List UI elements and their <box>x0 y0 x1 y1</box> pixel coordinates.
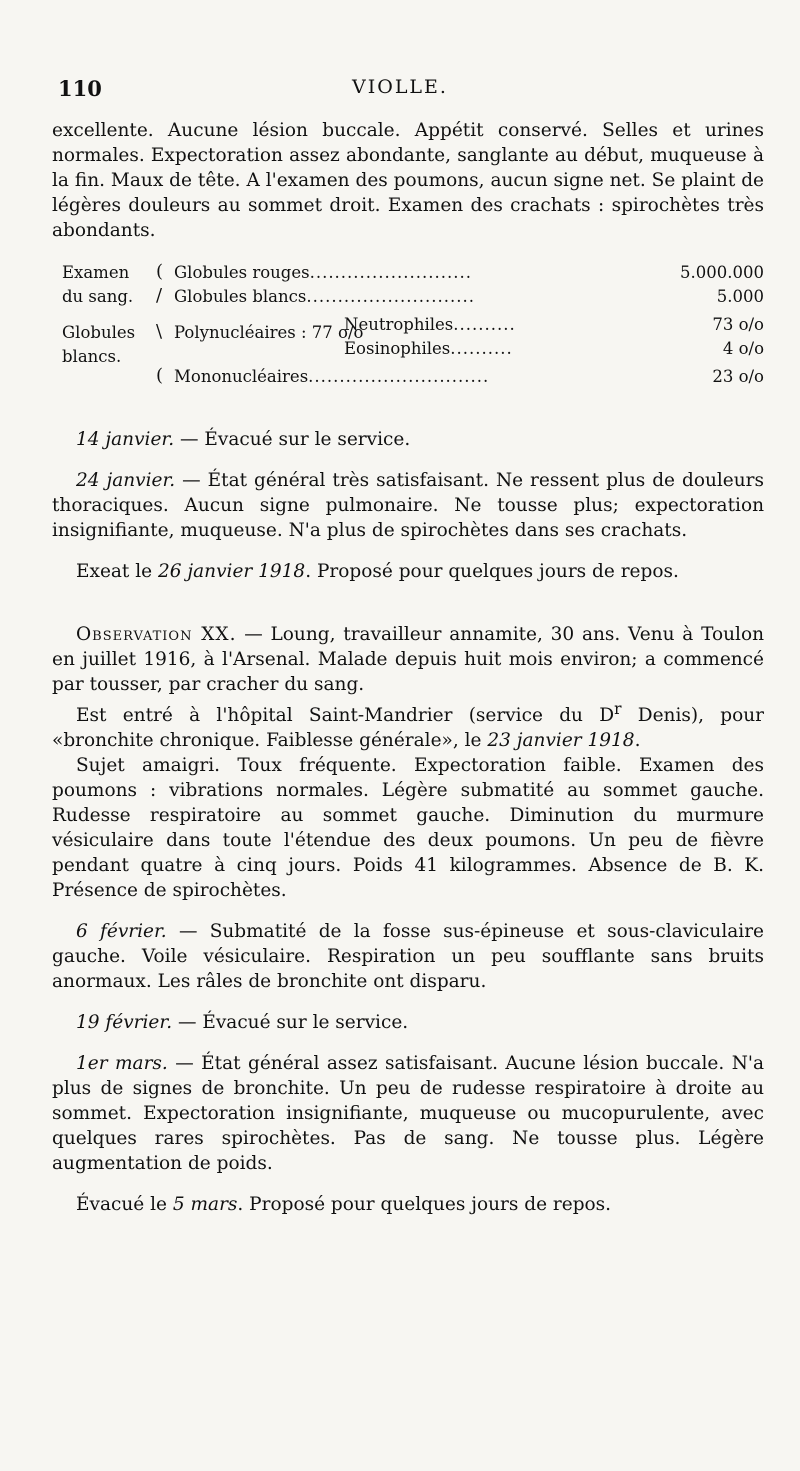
blood-sub-item: Neutrophiles.......... <box>344 315 516 334</box>
observation-exam-paragraph: Sujet amaigri. Toux fréquente. Expectoration faible. Examen des poumons : vibrations normales. Légère submatité au sommet gauche. Rudesse respiratoire au sommet gauche. Diminution du murmure vésiculaire dans toute l'étendue des deux poumons. Un peu de fièvre pendant quatre à cinq jours. Poids 41 kilogrammes. Absence de B. K. Présence de spirochètes. <box>52 755 764 902</box>
blood-value: 73 o/o <box>712 315 764 334</box>
final-paragraph: Évacué le 5 mars. Proposé pour quelques jours de repos. <box>76 1194 612 1216</box>
blood-row <box>52 339 764 361</box>
observation-entry-paragraph: Est entré à l'hôpital Saint-Mandrier (service du $D^r$ Denis), pour «bronchite chronique. Faiblesse générale», le 23 janvier 1918. <box>52 700 764 752</box>
blood-value: 4 o/o <box>722 339 764 358</box>
blood-exam-label: blancs. <box>62 347 122 366</box>
blood-exam-label: Globules <box>62 323 136 342</box>
blood-item: Mononucléaires............................. <box>174 367 490 386</box>
blood-item: Globules blancs........................... <box>174 287 475 306</box>
blood-exam-table <box>52 263 764 411</box>
blood-value: 23 o/o <box>712 367 764 386</box>
blood-item: Polynucléaires : 77 o/o <box>174 323 364 342</box>
brace-mark: ( <box>156 261 164 282</box>
blood-sub-item: Eosinophiles.......... <box>344 339 513 358</box>
observation-heading-paragraph: Observation XX. — Loung, travailleur annamite, 30 ans. Venu à Toulon en juillet 1916, à l'Arsenal. Malade depuis huit mois environ; a commencé par tousser, par cracher du sang. <box>52 624 764 695</box>
entry-paragraph: 1er mars. — État général assez satisfaisant. Aucune lésion buccale. N'a plus de signes de bronchite. Un peu de rudesse respiratoire à droite au sommet. Expectoration insignifiante, muqueuse ou mucopurulente, avec quelques rares spirochètes. Pas de sang. Ne tousse plus. Légère augmentation de poids. <box>52 1053 765 1175</box>
running-head: VIOLLE. <box>352 76 448 98</box>
blood-exam-label: Examen <box>62 263 130 282</box>
entry-paragraph: 19 février. — Évacué sur le service. <box>76 1012 409 1034</box>
brace-mark: ( <box>156 365 164 386</box>
entry-paragraph: 14 janvier. — Évacué sur le service. <box>76 429 411 450</box>
blood-row <box>52 315 764 342</box>
exeat-paragraph: Exeat le 26 janvier 1918. Proposé pour quelques jours de repos. <box>76 561 679 582</box>
page-body <box>52 118 764 1217</box>
entry-paragraph: 6 février. — Submatité de la fosse sus-épineuse et sous-claviculaire gauche. Voile vésiculaire. Respiration un peu soufflante sans bruits anormaux. Les râles de bronchite ont disparu. <box>52 921 764 993</box>
blood-value: 5.000 <box>716 287 764 306</box>
blood-exam-label: du sang. <box>62 287 134 306</box>
page-number: 110 <box>58 76 102 101</box>
blood-row <box>52 263 764 285</box>
brace-mark: / <box>156 285 163 306</box>
blood-item: Globules rouges.......................... <box>174 263 472 282</box>
entry-paragraph: 24 janvier. — État général très satisfaisant. Ne ressent plus de douleurs thoraciques. Aucun signe pulmonaire. Ne tousse plus; expectoration insignifiante, muqueuse. N'a plus de spirochètes dans ses crachats. <box>52 470 764 541</box>
paragraph-continuation: excellente. Aucune lésion buccale. Appétit conservé. Selles et urines normales. Expectoration assez abondante, sanglante au début, muqueuse à la fin. Maux de tête. A l'examen des poumons, aucun signe net. Se plaint de légères douleurs au sommet droit. Examen des crachats : spirochètes très abondants. <box>52 120 764 241</box>
blood-row <box>52 367 764 389</box>
observation-title: Observation XX. <box>76 624 237 645</box>
blood-value: 5.000.000 <box>680 263 764 282</box>
brace-mark: \ <box>156 321 163 342</box>
blood-row <box>52 287 764 309</box>
page-header <box>52 76 748 106</box>
